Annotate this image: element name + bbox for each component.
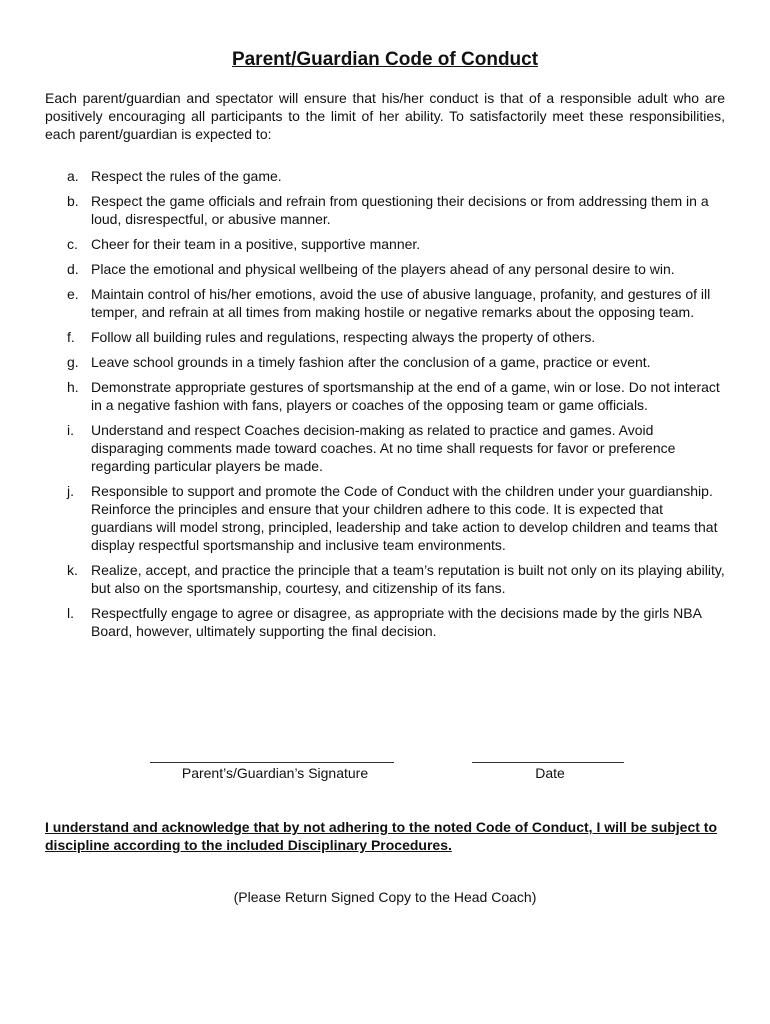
list-item [67,353,727,371]
item-text: Follow all building rules and regulations, respecting always the property of others. [91,329,596,345]
item-letter: a. [67,168,79,184]
item-text: Understand and respect Coaches decision-making as related to practice and games. Avoid disparaging comments made toward coaches. At no time shall requests for favor or preference regarding particular players be made. [91,422,676,474]
item-text: Leave school grounds in a timely fashion after the conclusion of a game, practice or event. [91,354,651,370]
item-text: Realize, accept, and practice the principle that a team’s reputation is built not only on its playing ability, but also on the sportsmanship, courtesy, and citizenship of its fans. [91,562,725,596]
list-item [67,328,727,346]
item-text: Place the emotional and physical wellbeing of the players ahead of any personal desire to win. [91,261,675,277]
item-text: Maintain control of his/her emotions, avoid the use of abusive language, profanity, and gestures of ill temper, and refrain at all times from making hostile or negative remarks about the opposing team. [91,286,711,320]
item-text: Demonstrate appropriate gestures of sportsmanship at the end of a game, win or lose. Do not interact in a negative fashion with fans, players or coaches of the opposing team or game officials. [91,379,720,413]
conduct-list [67,167,727,647]
item-text: Responsible to support and promote the Code of Conduct with the children under your guardianship. Reinforce the principles and ensure that your children adhere to this code. It is expected that guardians will model strong, principled, leadership and take action to develop children and teams that display respectful sportsmanship and inclusive team environments. [91,483,718,553]
item-letter: i. [67,422,74,438]
list-item [67,482,727,554]
list-item [67,192,727,228]
list-item [67,235,727,253]
item-letter: j. [67,483,74,499]
intro-paragraph: Each parent/guardian and spectator will ensure that his/her conduct is that of a responsible adult who are positively encouraging all participants to the limit of her ability. To satisfactorily meet these responsibilities, each parent/guardian is expected to: [45,90,725,142]
item-text: Respect the game officials and refrain from questioning their decisions or from addressing them in a loud, disrespectful, or abusive manner. [91,193,709,227]
page-title: Parent/Guardian Code of Conduct [231,49,539,70]
signature-line[interactable] [150,762,394,763]
date-line[interactable] [472,762,624,763]
date-label: Date [535,765,565,781]
item-letter: l. [67,605,74,621]
list-item [67,604,727,640]
item-letter: f. [67,329,75,345]
item-letter: g. [67,354,79,370]
list-item [67,421,727,475]
item-letter: h. [67,379,79,395]
return-note: (Please Return Signed Copy to the Head Coach) [233,889,537,905]
list-item [67,167,727,185]
item-text: Respect the rules of the game. [91,168,282,184]
item-letter: d. [67,261,79,277]
acknowledgement-statement: I understand and acknowledge that by not adhering to the noted Code of Conduct, I will be subject to discipline according to the included Disciplinary Procedures. [45,819,718,853]
item-letter: b. [67,193,79,209]
item-text: Respectfully engage to agree or disagree, as appropriate with the decisions made by the girls NBA Board, however, ultimately supporting the final decision. [91,605,702,639]
list-item [67,378,727,414]
list-item [67,561,727,597]
item-letter: c. [67,236,78,252]
item-letter: k. [67,562,78,578]
item-text: Cheer for their team in a positive, supportive manner. [91,236,421,252]
list-item [67,260,727,278]
item-letter: e. [67,286,79,302]
list-item [67,285,727,321]
signature-label: Parent’s/Guardian’s Signature [181,765,369,781]
